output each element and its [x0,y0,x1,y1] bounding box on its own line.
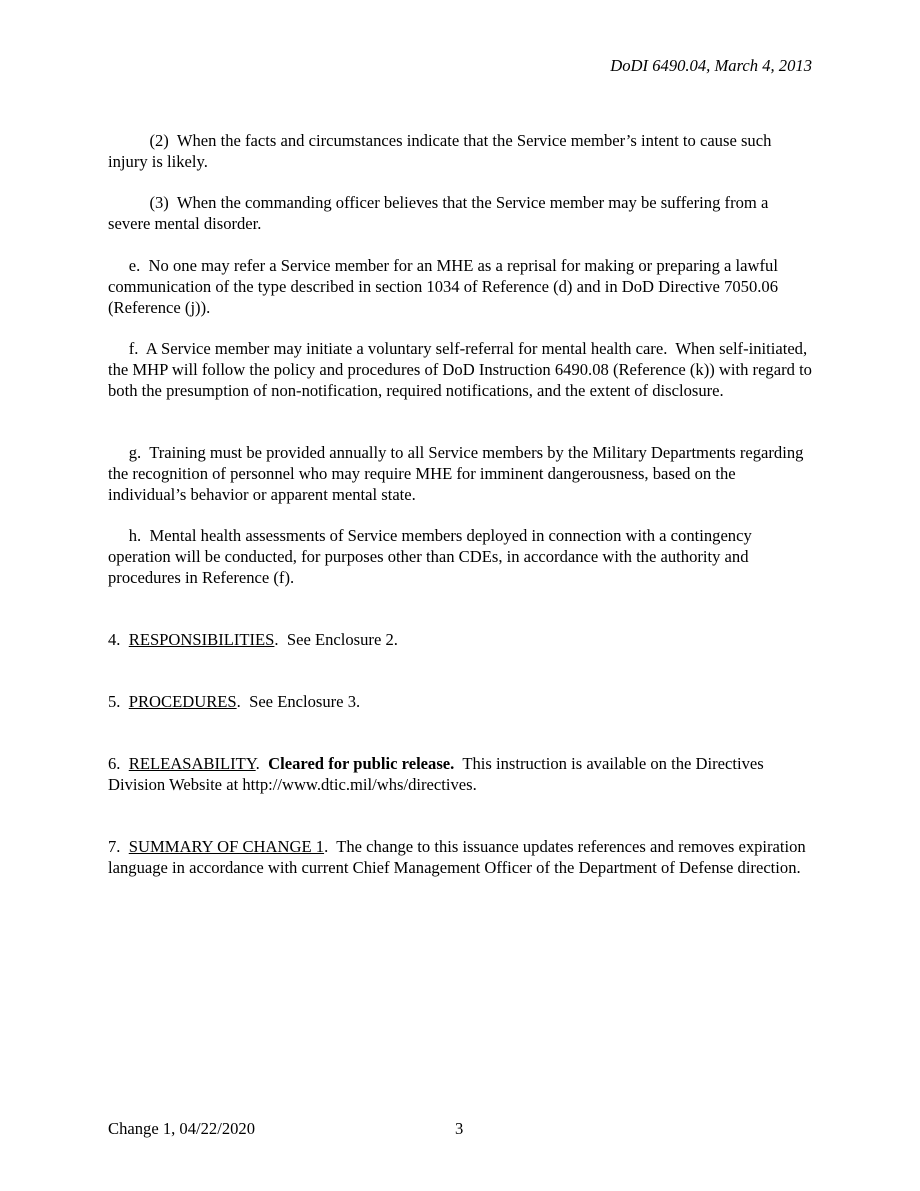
section-title: RELEASABILITY [128,754,256,773]
paragraph-text: (3) When the commanding officer believes that the Service member may be suffering from a severe mental disorder. [108,193,773,233]
footer-page-number: 3 [455,1119,464,1138]
paragraph-f [108,338,817,401]
section-body: . The change to this issuance updates references and removes expiration language in accordance with current Chief Management Officer of the Department of Defense direction. [108,837,810,877]
section-separator: . [255,754,269,773]
section-number: 5. [108,692,129,711]
section-releasability [108,753,814,795]
paragraph-condition-3 [108,192,814,234]
paragraph-g [108,442,814,505]
footer-change-label: Change 1, 04/22/2020 [108,1119,256,1138]
section-title: SUMMARY OF CHANGE 1 [128,837,325,856]
paragraph-text: e. No one may refer a Service member for an MHE as a reprisal for making or preparing a lawful communication of the type described in section 1034 of Reference (d) and in DoD Directive 7050.06 (Reference (j)). [108,256,783,317]
paragraph-text: f. A Service member may initiate a voluntary self-referral for mental health care. When self-initiated, the MHP will follow the policy and procedures of DoD Instruction 6490.08 (Reference (k)) with regard to both the presumption of non-notification, required notifications, and the extent of disclosure. [108,339,817,400]
paragraph-text: (2) When the facts and circumstances indicate that the Service member’s intent to cause such injury is likely. [108,131,776,171]
paragraph-text: g. Training must be provided annually to all Service members by the Military Departments regarding the recognition of personnel who may require MHE for imminent dangerousness, based on the individual’s behavior or apparent mental state. [108,443,808,504]
public-release-statement: Cleared for public release. [268,754,455,773]
section-body: . See Enclosure 3. [236,692,361,711]
paragraph-e [108,255,814,318]
section-number: 4. [108,630,129,649]
section-summary-of-change [108,836,814,878]
section-title: RESPONSIBILITIES [128,630,275,649]
section-number: 7. [108,837,129,856]
section-title: PROCEDURES [128,692,237,711]
section-body: . See Enclosure 2. [274,630,398,649]
section-number: 6. [108,754,129,773]
paragraph-h [108,525,814,588]
section-body: This instruction is available on the Directives Division Website at http://www.dtic.mil/whs/directives. [108,754,768,794]
section-responsibilities [108,629,814,650]
section-procedures [108,691,814,712]
paragraph-text: h. Mental health assessments of Service members deployed in connection with a contingency operation will be conducted, for purposes other than CDEs, in accordance with the authority and procedures in Reference (f). [108,526,756,587]
paragraph-condition-2 [108,130,814,172]
document-header: DoDI 6490.04, March 4, 2013 [610,56,812,75]
